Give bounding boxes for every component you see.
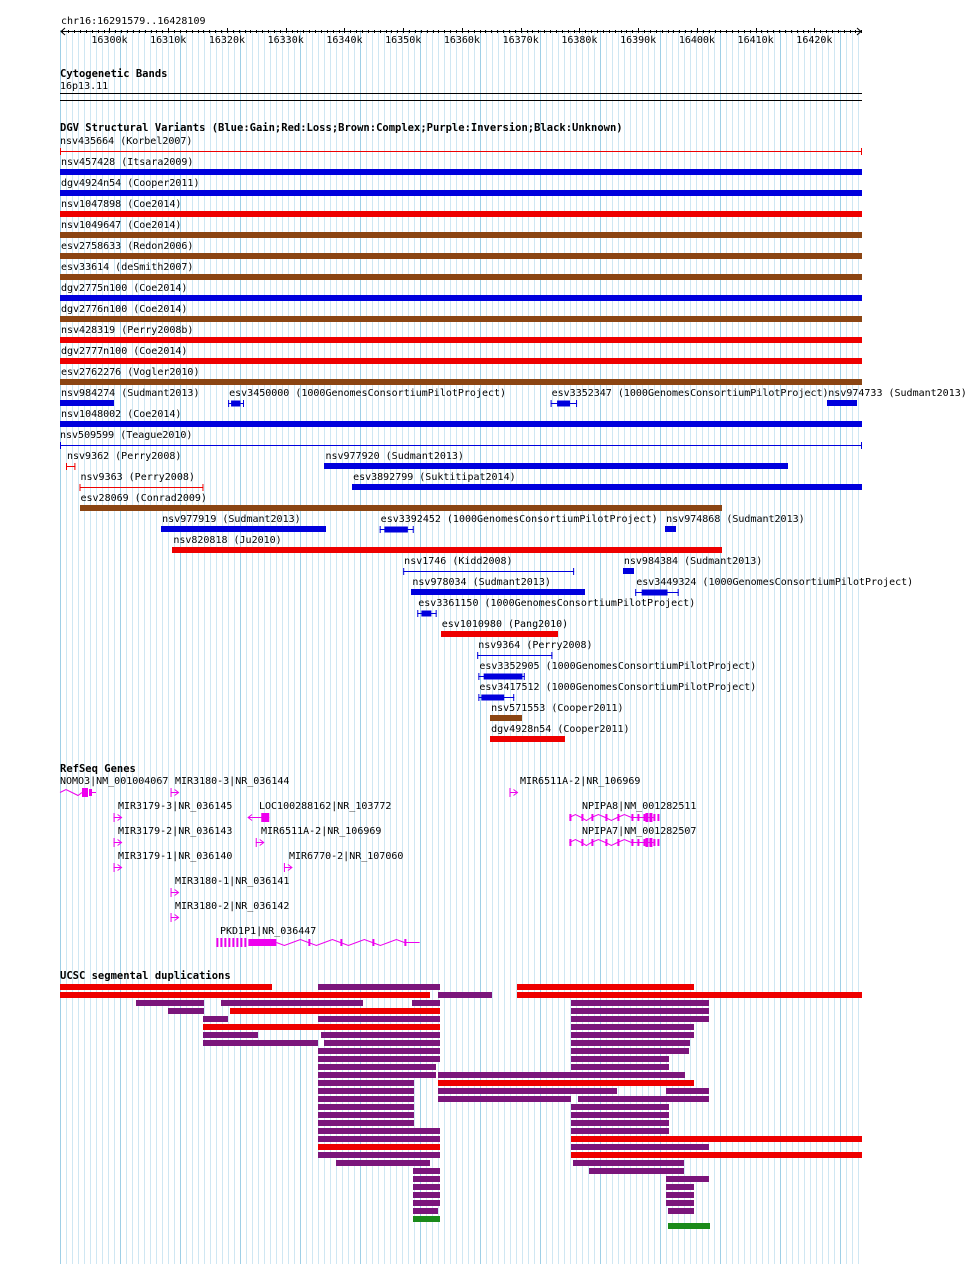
ruler-tick-label: 16370k bbox=[502, 35, 539, 46]
dgv-feature-label[interactable]: esv3352905 (1000GenomesConsortiumPilotProject) bbox=[479, 661, 757, 672]
dgv-feature-label[interactable]: nsv974868 (Sudmant2013) bbox=[666, 514, 805, 525]
ruler-tick-label: 16350k bbox=[385, 35, 422, 46]
dgv-feature-label[interactable]: nsv820818 (Ju2010) bbox=[173, 535, 282, 546]
dgv-feature-label[interactable]: esv3361150 (1000GenomesConsortiumPilotProject) bbox=[418, 598, 696, 609]
segdup-block[interactable] bbox=[578, 1096, 709, 1102]
segdup-block[interactable] bbox=[571, 1136, 862, 1142]
segdup-block[interactable] bbox=[412, 1000, 440, 1006]
dgv-feature-bar[interactable] bbox=[60, 379, 862, 385]
segdup-block[interactable] bbox=[668, 1223, 710, 1229]
ruler-tick-label: 16330k bbox=[267, 35, 304, 46]
dgv-feature-block bbox=[642, 590, 668, 596]
segdup-block[interactable] bbox=[318, 1072, 436, 1078]
dgv-feature-label[interactable]: nsv978034 (Sudmant2013) bbox=[412, 577, 551, 588]
segdup-block[interactable] bbox=[413, 1216, 440, 1222]
refseq-gene-glyph[interactable] bbox=[0, 787, 890, 801]
segdup-block[interactable] bbox=[318, 1048, 440, 1054]
ruler-tick-label: 16310k bbox=[150, 35, 187, 46]
dgv-feature-label[interactable]: esv2762276 (Vogler2010) bbox=[61, 367, 200, 378]
segdup-block[interactable] bbox=[573, 1160, 684, 1166]
dgv-feature-label[interactable]: esv3892799 (Suktitipat2014) bbox=[353, 472, 516, 483]
segdup-block[interactable] bbox=[571, 1024, 694, 1030]
dgv-feature-label[interactable]: nsv509599 (Teague2010) bbox=[60, 430, 193, 441]
segdup-block[interactable] bbox=[666, 1200, 694, 1206]
refseq-gene-label[interactable]: MIR3180-2|NR_036142 bbox=[175, 901, 290, 912]
refseq-gene-label[interactable]: MIR3180-3|NR_036144 bbox=[175, 776, 290, 787]
segdup-block[interactable] bbox=[60, 992, 430, 998]
base-position-ruler[interactable] bbox=[0, 0, 890, 60]
dgv-feature-bar[interactable] bbox=[80, 505, 723, 511]
segdup-block[interactable] bbox=[336, 1160, 430, 1166]
dgv-feature-bar[interactable] bbox=[60, 274, 862, 280]
refseq-gene-label[interactable]: NPIPA7|NM_001282507 bbox=[582, 826, 697, 837]
dgv-feature-bar[interactable] bbox=[490, 715, 522, 721]
dgv-feature-bar[interactable] bbox=[60, 295, 862, 301]
segdup-block[interactable] bbox=[413, 1168, 440, 1174]
segdup-block[interactable] bbox=[571, 1128, 669, 1134]
ruler-tick-label: 16320k bbox=[208, 35, 245, 46]
dgv-feature-bar[interactable] bbox=[60, 211, 862, 217]
dgv-feature-label[interactable]: dgv4924n54 (Cooper2011) bbox=[61, 178, 200, 189]
ruler-tick-label: 16420k bbox=[796, 35, 833, 46]
dgv-feature-label[interactable]: nsv1048002 (Coe2014) bbox=[61, 409, 182, 420]
refseq-gene-glyph[interactable] bbox=[0, 862, 890, 876]
segdup-block[interactable] bbox=[571, 1112, 669, 1118]
dgv-feature-label[interactable]: esv33614 (deSmith2007) bbox=[61, 262, 194, 273]
dgv-feature-label[interactable]: nsv571553 (Cooper2011) bbox=[491, 703, 624, 714]
dgv-feature-bar[interactable] bbox=[60, 337, 862, 343]
segdup-block[interactable] bbox=[666, 1192, 694, 1198]
dgv-feature-block bbox=[421, 611, 431, 617]
dgv-feature-label[interactable]: nsv974733 (Sudmant2013) bbox=[828, 388, 967, 399]
segdup-block[interactable] bbox=[321, 1032, 440, 1038]
segdup-block[interactable] bbox=[324, 1040, 440, 1046]
segdup-block[interactable] bbox=[168, 1008, 204, 1014]
ruler-tick-label: 16390k bbox=[620, 35, 657, 46]
dgv-feature-bar[interactable] bbox=[827, 400, 857, 406]
ruler-tick-label: 16410k bbox=[737, 35, 774, 46]
segdup-block[interactable] bbox=[571, 1048, 689, 1054]
refseq-gene-label[interactable]: NPIPA8|NM_001282511 bbox=[582, 801, 697, 812]
segdup-block[interactable] bbox=[438, 1080, 694, 1086]
dgv-feature-label[interactable]: esv3450000 (1000GenomesConsortiumPilotProject) bbox=[229, 388, 507, 399]
dgv-feature-label[interactable]: nsv1047898 (Coe2014) bbox=[61, 199, 182, 210]
segdup-block[interactable] bbox=[221, 1000, 363, 1006]
segdup-block[interactable] bbox=[203, 1032, 258, 1038]
dgv-feature-label[interactable]: nsv977920 (Sudmant2013) bbox=[325, 451, 464, 462]
refseq-gene-glyph[interactable] bbox=[0, 837, 890, 851]
segdup-block[interactable] bbox=[571, 1056, 669, 1062]
refseq-gene-label[interactable]: MIR3179-3|NR_036145 bbox=[118, 801, 233, 812]
segdup-block[interactable] bbox=[318, 1088, 414, 1094]
dgv-feature-glyph[interactable] bbox=[0, 525, 890, 535]
segdup-block[interactable] bbox=[571, 1016, 709, 1022]
cytoband-label: 16p13.11 bbox=[60, 81, 109, 92]
dgv-feature-glyph[interactable] bbox=[0, 693, 890, 703]
segdup-block[interactable] bbox=[589, 1168, 684, 1174]
dgv-feature-bar[interactable] bbox=[60, 232, 862, 238]
dgv-feature-label[interactable]: dgv2777n100 (Coe2014) bbox=[61, 346, 188, 357]
refseq-gene-label[interactable]: LOC100288162|NR_103772 bbox=[259, 801, 392, 812]
segdup-block[interactable] bbox=[571, 1000, 709, 1006]
segdup-block[interactable] bbox=[438, 1088, 617, 1094]
dgv-feature-label[interactable]: esv3417512 (1000GenomesConsortiumPilotProject) bbox=[479, 682, 757, 693]
ruler-tick-label: 16380k bbox=[561, 35, 598, 46]
refseq-gene-label[interactable]: MIR6511A-2|NR_106969 bbox=[261, 826, 382, 837]
dgv-feature-glyph[interactable] bbox=[0, 399, 890, 409]
segdup-block[interactable] bbox=[438, 1072, 685, 1078]
segdup-block[interactable] bbox=[318, 1056, 440, 1062]
segdup-block[interactable] bbox=[413, 1200, 440, 1206]
dgv-feature-label[interactable]: esv2758633 (Redon2006) bbox=[61, 241, 194, 252]
dgv-feature-label[interactable]: nsv1746 (Kidd2008) bbox=[404, 556, 513, 567]
track-title-refseq-genes: RefSeq Genes bbox=[60, 763, 136, 775]
segdup-block[interactable] bbox=[203, 1016, 228, 1022]
ruler-tick-label: 16360k bbox=[443, 35, 480, 46]
dgv-feature-glyph[interactable] bbox=[0, 147, 890, 157]
segdup-block[interactable] bbox=[571, 1008, 709, 1014]
segdup-block[interactable] bbox=[571, 1032, 694, 1038]
dgv-feature-label[interactable]: nsv1049647 (Coe2014) bbox=[61, 220, 182, 231]
dgv-feature-label[interactable]: dgv4928n54 (Cooper2011) bbox=[491, 724, 630, 735]
refseq-gene-label[interactable]: MIR6511A-2|NR_106969 bbox=[520, 776, 641, 787]
segdup-block[interactable] bbox=[318, 1128, 440, 1134]
segdup-block[interactable] bbox=[318, 1016, 440, 1022]
segdup-block[interactable] bbox=[413, 1176, 440, 1182]
refseq-gene-label[interactable]: NOMO3|NM_001004067 bbox=[60, 776, 169, 787]
track-title-dgv: DGV Structural Variants (Blue:Gain;Red:Loss;Brown:Complex;Purple:Inversion;Black:Unknown) bbox=[60, 122, 623, 134]
ruler-tick-label: 16340k bbox=[326, 35, 363, 46]
segdup-block[interactable] bbox=[438, 1096, 571, 1102]
dgv-feature-block bbox=[557, 401, 570, 407]
dgv-feature-label[interactable]: nsv977919 (Sudmant2013) bbox=[162, 514, 301, 525]
dgv-feature-bar[interactable] bbox=[60, 316, 862, 322]
dgv-feature-bar[interactable] bbox=[324, 463, 787, 469]
refseq-gene-label[interactable]: MIR3179-1|NR_036140 bbox=[118, 851, 233, 862]
segdup-block[interactable] bbox=[517, 992, 862, 998]
dgv-feature-label[interactable]: nsv9364 (Perry2008) bbox=[478, 640, 593, 651]
dgv-feature-label[interactable]: dgv2775n100 (Coe2014) bbox=[61, 283, 188, 294]
ruler-tick-label: 16300k bbox=[91, 35, 128, 46]
segdup-block[interactable] bbox=[318, 1112, 414, 1118]
segdup-block[interactable] bbox=[318, 1136, 440, 1142]
segdup-block[interactable] bbox=[571, 1144, 709, 1150]
segdup-block[interactable] bbox=[413, 1208, 438, 1214]
segdup-block[interactable] bbox=[318, 1152, 440, 1158]
dgv-feature-bar[interactable] bbox=[60, 421, 862, 427]
segdup-block[interactable] bbox=[666, 1184, 694, 1190]
dgv-feature-label[interactable]: nsv9362 (Perry2008) bbox=[66, 451, 182, 462]
segdup-block[interactable] bbox=[318, 1144, 440, 1150]
segdup-block[interactable] bbox=[203, 1024, 440, 1030]
segdup-block[interactable] bbox=[203, 1040, 318, 1046]
segdup-block[interactable] bbox=[571, 1040, 690, 1046]
segdup-block[interactable] bbox=[438, 992, 492, 998]
dgv-feature-bar[interactable] bbox=[665, 526, 676, 532]
segdup-block[interactable] bbox=[666, 1088, 709, 1094]
dgv-feature-label[interactable]: nsv435664 (Korbel2007) bbox=[60, 136, 193, 147]
segdup-block[interactable] bbox=[413, 1192, 440, 1198]
dgv-feature-label[interactable]: nsv9363 (Perry2008) bbox=[80, 472, 195, 483]
segdup-block[interactable] bbox=[666, 1176, 709, 1182]
dgv-feature-label[interactable]: nsv984384 (Sudmant2013) bbox=[623, 556, 763, 567]
segdup-block[interactable] bbox=[318, 1080, 414, 1086]
ruler-tick-label: 16400k bbox=[678, 35, 715, 46]
dgv-feature-bar[interactable] bbox=[60, 190, 862, 196]
dgv-feature-label[interactable]: esv3449324 (1000GenomesConsortiumPilotProject) bbox=[636, 577, 914, 588]
dgv-feature-block bbox=[384, 527, 407, 533]
segdup-block[interactable] bbox=[136, 1000, 204, 1006]
dgv-feature-bar[interactable] bbox=[60, 253, 862, 259]
segdup-block[interactable] bbox=[571, 1120, 669, 1126]
refseq-gene-label[interactable]: MIR3179-2|NR_036143 bbox=[118, 826, 233, 837]
refseq-gene-glyph[interactable] bbox=[0, 887, 890, 901]
dgv-feature-bar[interactable] bbox=[172, 547, 722, 553]
segdup-block[interactable] bbox=[571, 1104, 669, 1110]
segdup-block[interactable] bbox=[413, 1184, 440, 1190]
dgv-feature-label[interactable]: esv3392452 (1000GenomesConsortiumPilotProject) bbox=[380, 514, 658, 525]
dgv-feature-block bbox=[481, 695, 504, 701]
dgv-feature-bar[interactable] bbox=[60, 358, 862, 364]
refseq-gene-glyph[interactable] bbox=[0, 937, 890, 951]
dgv-feature-glyph[interactable] bbox=[0, 651, 890, 661]
track-title-cytogenetic-bands: Cytogenetic Bands bbox=[60, 68, 168, 80]
dgv-feature-glyph[interactable] bbox=[0, 609, 890, 619]
cytoband-top-line bbox=[60, 93, 862, 94]
segdup-block[interactable] bbox=[60, 984, 272, 990]
dgv-feature-glyph[interactable] bbox=[0, 441, 890, 451]
segdup-block[interactable] bbox=[318, 1120, 414, 1126]
dgv-feature-glyph[interactable] bbox=[0, 567, 890, 577]
refseq-gene-glyph[interactable] bbox=[0, 812, 890, 826]
refseq-gene-label[interactable]: MIR6770-2|NR_107060 bbox=[289, 851, 404, 862]
segdup-block[interactable] bbox=[318, 1104, 414, 1110]
segdup-block[interactable] bbox=[571, 1064, 669, 1070]
dgv-feature-bar[interactable] bbox=[441, 631, 558, 637]
dgv-feature-block bbox=[484, 674, 523, 680]
segdup-block[interactable] bbox=[318, 1064, 436, 1070]
dgv-feature-bar[interactable] bbox=[60, 169, 862, 175]
segdup-block[interactable] bbox=[318, 1096, 414, 1102]
dgv-feature-bar[interactable] bbox=[490, 736, 565, 742]
refseq-gene-label[interactable]: MIR3180-1|NR_036141 bbox=[175, 876, 290, 887]
dgv-feature-label[interactable]: dgv2776n100 (Coe2014) bbox=[61, 304, 188, 315]
segdup-block[interactable] bbox=[230, 1008, 440, 1014]
dgv-feature-bar[interactable] bbox=[623, 568, 634, 574]
dgv-feature-label[interactable]: nsv428319 (Perry2008b) bbox=[61, 325, 194, 336]
track-title-segmental-duplications: UCSC segmental duplications bbox=[60, 970, 231, 982]
refseq-gene-label[interactable]: PKD1P1|NR_036447 bbox=[220, 926, 317, 937]
dgv-feature-glyph[interactable] bbox=[0, 672, 890, 682]
dgv-feature-label[interactable]: esv1010980 (Pang2010) bbox=[441, 619, 569, 630]
dgv-feature-label[interactable]: nsv984274 (Sudmant2013) bbox=[61, 388, 200, 399]
segdup-block[interactable] bbox=[517, 984, 694, 990]
dgv-feature-label[interactable]: nsv457428 (Itsara2009) bbox=[61, 157, 194, 168]
segdup-block[interactable] bbox=[571, 1152, 862, 1158]
refseq-gene-glyph[interactable] bbox=[0, 912, 890, 926]
segdup-block[interactable] bbox=[318, 984, 440, 990]
dgv-feature-label[interactable]: esv3352347 (1000GenomesConsortiumPilotProject) bbox=[551, 388, 829, 399]
dgv-feature-bar[interactable] bbox=[352, 484, 862, 490]
dgv-feature-glyph[interactable] bbox=[0, 588, 890, 598]
position-label: chr16:16291579..16428109 bbox=[61, 16, 206, 27]
cytoband-bottom-line bbox=[60, 100, 862, 101]
dgv-feature-label[interactable]: esv28069 (Conrad2009) bbox=[80, 493, 207, 504]
segdup-block[interactable] bbox=[668, 1208, 694, 1214]
